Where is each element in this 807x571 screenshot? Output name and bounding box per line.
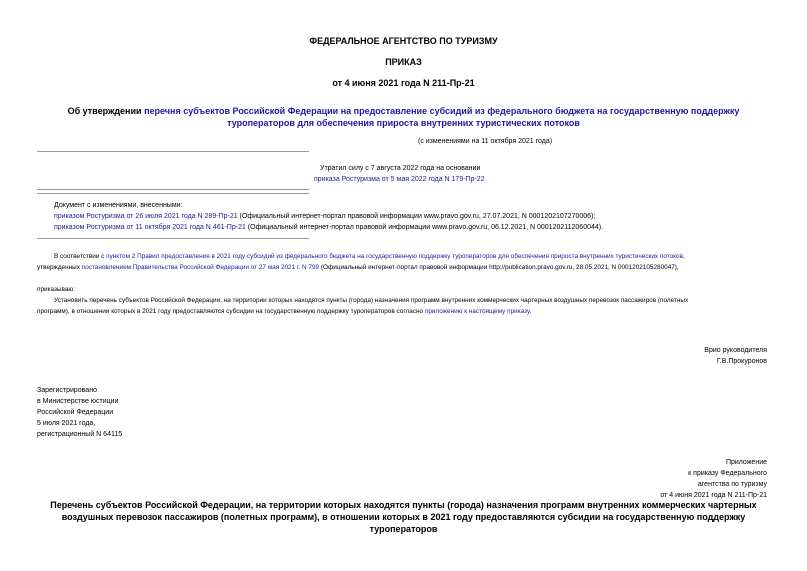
change-item (54, 223, 603, 232)
registration-line: регистрационный N 64115 (37, 431, 123, 438)
basis-source: (Официальный интернет-портал правовой информации http://publication.pravo.gov.ru, 28.05.2021, N 0001202105280047), (319, 264, 679, 271)
registration-line: Российской Федерации (37, 409, 114, 416)
registration-line: 5 июля 2021 года, (37, 420, 96, 427)
appendix-label: от 4 июня 2021 года N 211-Пр-21 (660, 492, 767, 499)
appendix-title-line: воздушных перевозок пассажиров (полетных программ), в отношении которых в 2021 году предоставляются субсидии на государственную поддержку (61, 512, 746, 522)
order-punct: . (529, 308, 532, 315)
doc-type: ПРИКАЗ (385, 57, 422, 67)
signature-position: Врио руководителя (704, 347, 767, 354)
order-text: программ), в отношении которых в 2021 году предоставляются субсидии на государственную поддержку туроператоров согласно (37, 308, 425, 315)
basis-text: утвержденных (37, 264, 82, 271)
appendix-label: Приложение (725, 459, 767, 466)
changes-heading: Документ с изменениями, внесенными: (54, 202, 183, 209)
appendix-label: агентства по туризму (697, 481, 767, 488)
change-source: (Официальный интернет-портал правовой информации www.pravo.gov.ru, 06.12.2021, N 0001202112060044). (245, 224, 604, 231)
title-link-continued[interactable]: туроператоров для обеспечения прироста внутренних туристических потоков (227, 118, 580, 128)
expired-order-link[interactable]: приказа Ростуризма от 5 мая 2022 года N 179-Пр-22 (314, 176, 485, 183)
appendix-title-line: Перечень субъектов Российской Федерации, на территории которых находятся пункты (города) назначения программ внутренних коммерческих чартерных (50, 500, 757, 510)
basis-punct: , (683, 253, 685, 260)
divider (37, 238, 309, 239)
basis-paragraph (54, 252, 685, 262)
change-source: (Официальный интернет-портал правовой информации www.pravo.gov.ru, 27.07.2021, N 0001202107270006); (237, 213, 596, 220)
change-item (54, 212, 595, 221)
order-text-line1: Установить перечень субъектов Российской Федерации, на территории которых находятся пункты (города) назначения программ внутренних коммерческих чартерных воздушных перевозок пассажиров (полетных (54, 297, 689, 304)
title-link[interactable]: перечня субъектов Российской Федерации на предоставление субсидий из федерального бюджета на государственную поддержку (144, 106, 740, 116)
expired-notice: Утратил силу с 7 августа 2022 года на основании (320, 165, 481, 172)
appendix-link[interactable]: приложению к настоящему приказу (424, 308, 530, 315)
appendix-title-line: туроператоров (369, 524, 438, 534)
basis-rules-link[interactable]: пунктом 2 Правил предоставления в 2021 году субсидий из федерального бюджета на государственную поддержку туроператоров для обеспечения прироста внутренних туристических потоков (106, 253, 683, 260)
divider (37, 151, 309, 152)
title-prefix: Об утверждении (67, 106, 145, 116)
basis-resolution-link[interactable]: постановлением Правительства Российской Федерации от 27 мая 2021 г. N 799 (81, 264, 320, 271)
order-word: приказываю: (37, 286, 75, 293)
divider (37, 193, 309, 194)
appendix-label: к приказу Федерального (688, 470, 767, 477)
change-link[interactable]: приказом Ростуризма от 26 июля 2021 года N 289-Пр-21 (54, 213, 238, 220)
divider (37, 189, 309, 190)
change-link[interactable]: приказом Ростуризма от 11 октября 2021 года N 461-Пр-21 (54, 224, 246, 231)
amendment-note: (с изменениями на 11 октября 2021 года) (418, 138, 553, 145)
order-text-line2 (37, 307, 531, 317)
registration-line: в Министерстве юстиции (37, 398, 119, 405)
signature-name: Г.В.Прокуронов (716, 358, 767, 365)
basis-text: В соответствии с (54, 253, 107, 260)
registration-line: Зарегистрировано (37, 387, 97, 394)
document-title (0, 106, 807, 116)
doc-date-number: от 4 июня 2021 года N 211-Пр-21 (332, 78, 475, 88)
basis-paragraph-cont (37, 263, 679, 273)
agency-name: ФЕДЕРАЛЬНОЕ АГЕНТСТВО ПО ТУРИЗМУ (309, 36, 498, 46)
document-title-line2 (0, 118, 807, 128)
